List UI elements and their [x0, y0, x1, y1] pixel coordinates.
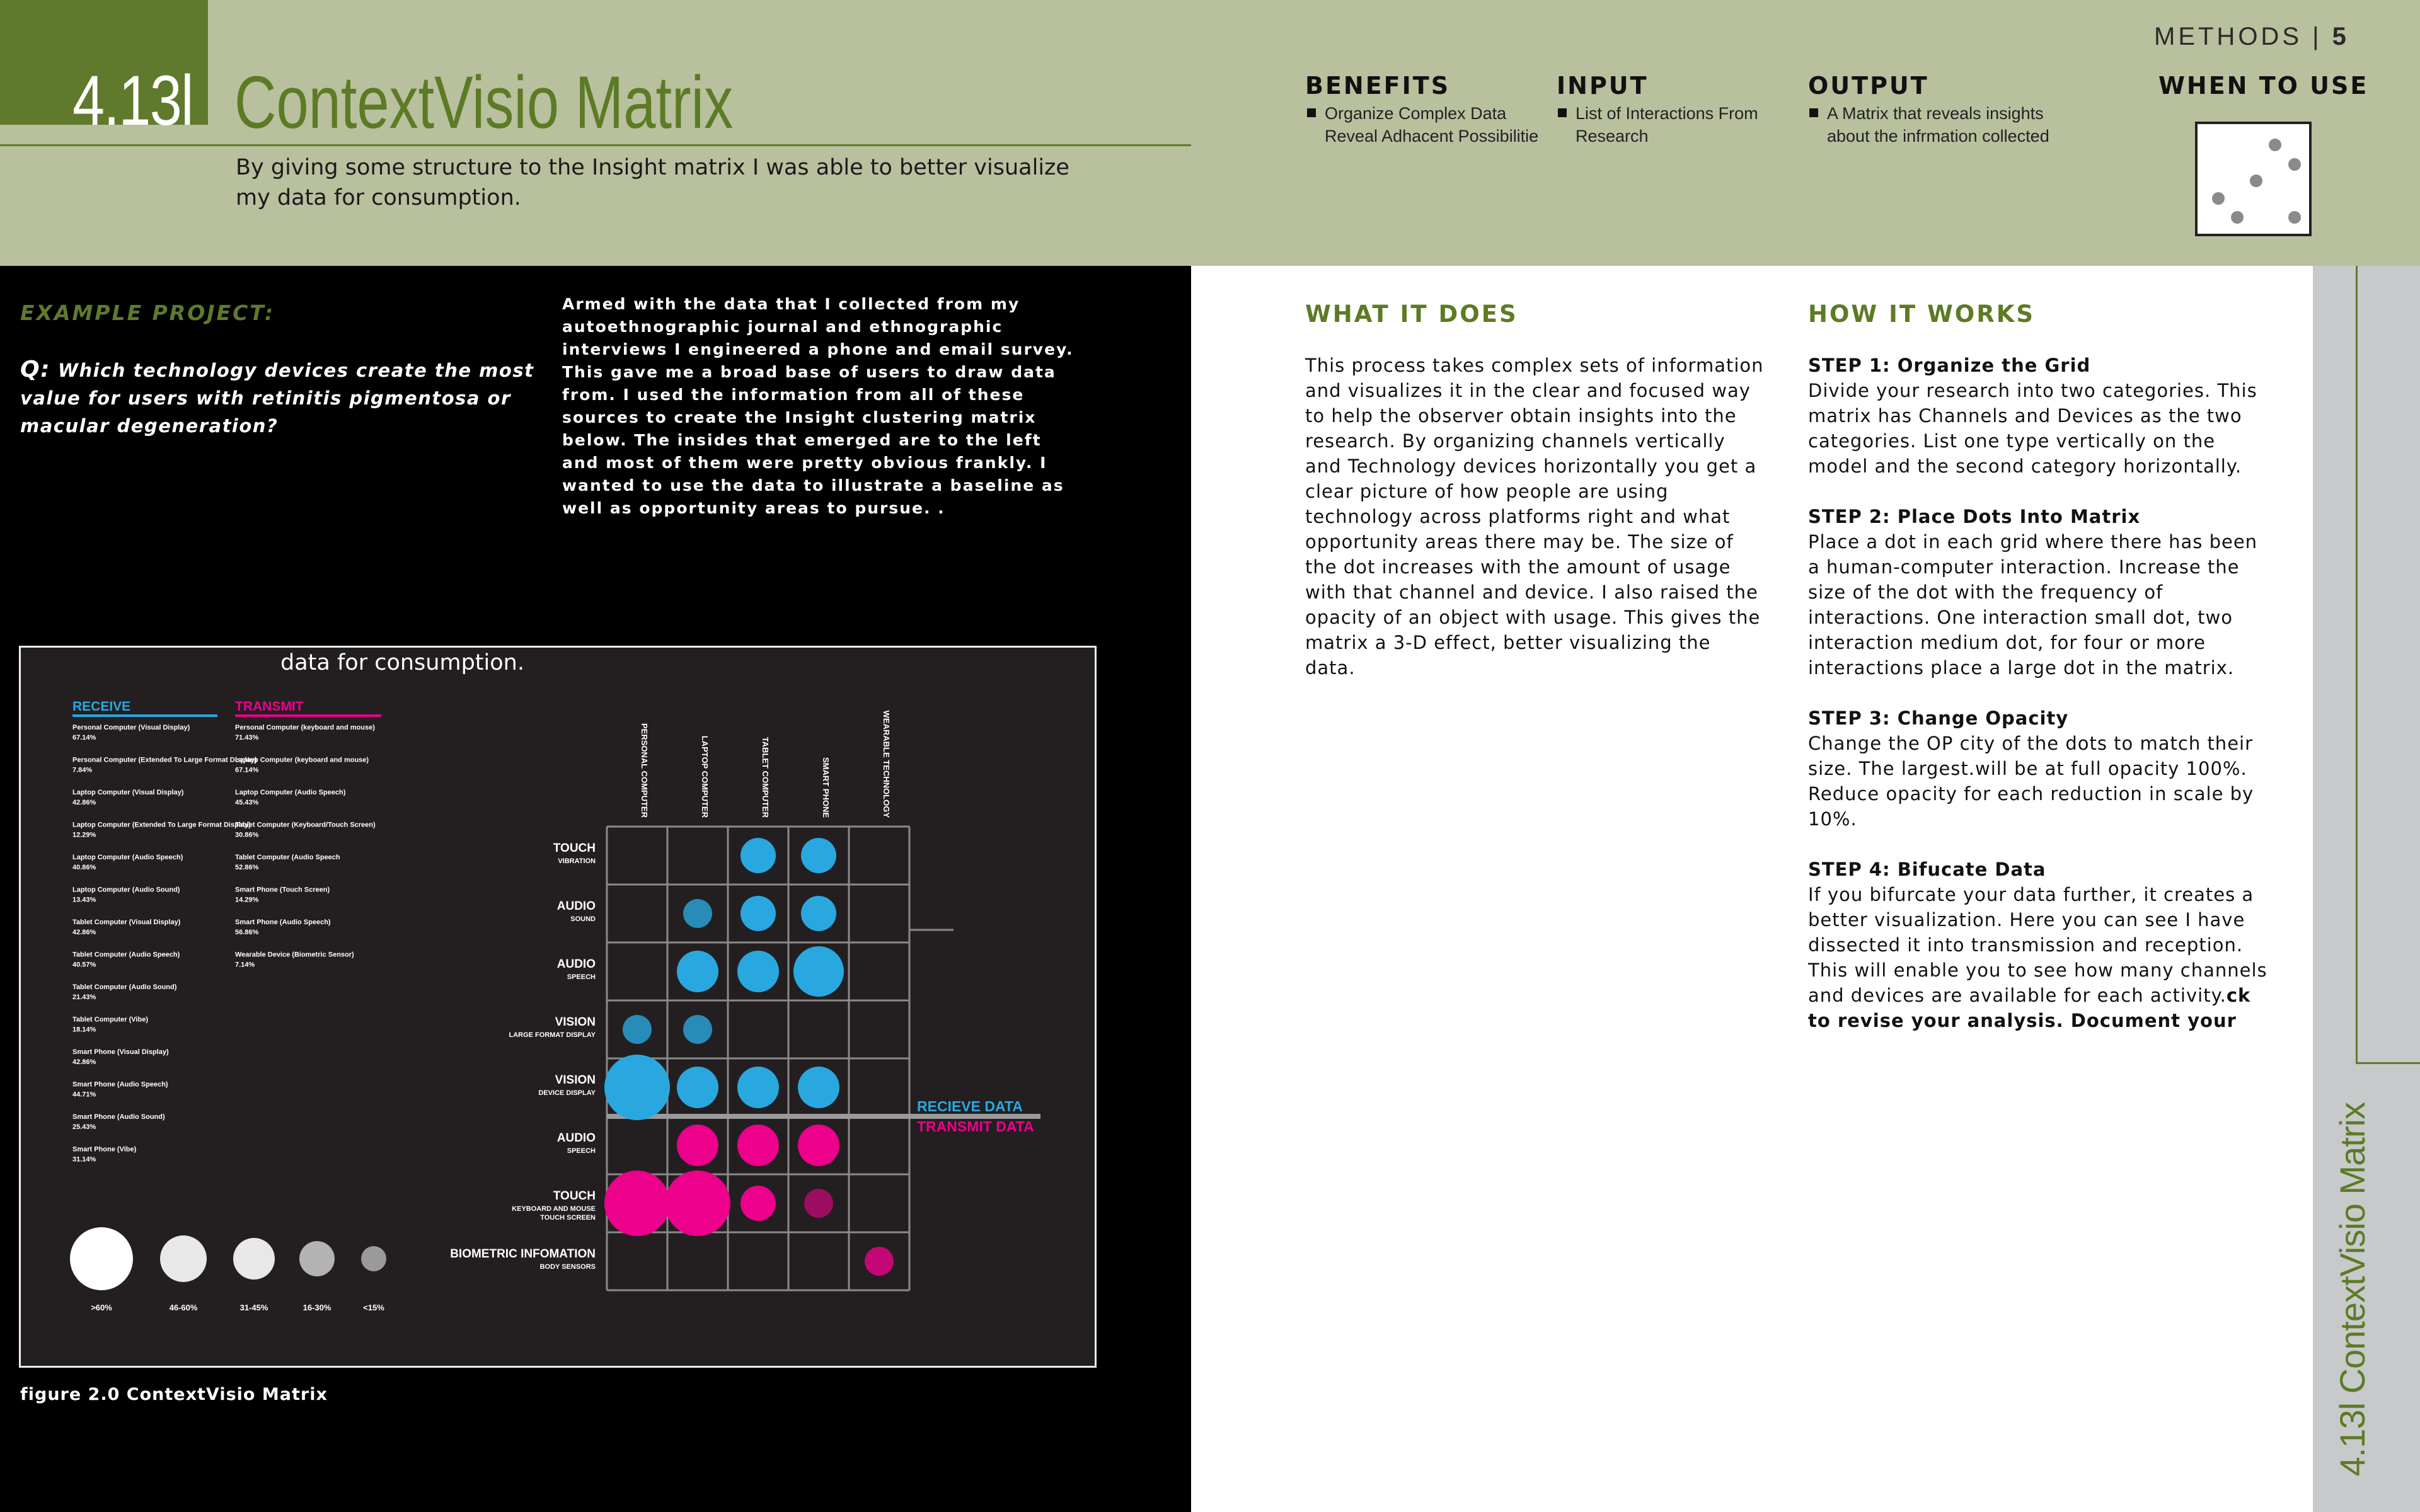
step-title: STEP 1: Organize the Grid [1808, 355, 2091, 376]
step-body: Divide your research into two categories. This matrix has Channels and Devices as the two categories. List one type vertically on the model and the second category horizontally. [1808, 380, 2257, 477]
transmit-item-value: 30.86% [235, 831, 259, 839]
receive-item-label: Laptop Computer (Visual Display) [72, 789, 184, 796]
row-label: BIOMETRIC INFOMATION [450, 1247, 596, 1261]
page-subtitle: By giving some structure to the Insight matrix I was able to better visualize my data for consumption. [236, 155, 1069, 210]
legend-label: 46-60% [169, 1303, 198, 1312]
row-label: AUDIO [556, 958, 596, 971]
page-title: ContextVisio Matrix [234, 61, 734, 144]
transmit-dot [604, 1171, 670, 1236]
input-label: INPUT [1557, 72, 1649, 100]
transmit-item-value: 67.14% [235, 766, 259, 774]
transmit-item-label: Personal Computer (keyboard and mouse) [235, 724, 375, 731]
column-header: LAPTOP COMPUTER [700, 735, 710, 818]
step-title: STEP 2: Place Dots Into Matrix [1808, 506, 2141, 527]
benefits-item: Reveal Adhacent Possibilitie [1325, 127, 1539, 146]
what-it-does-body: This process takes complex sets of information and visualizes it in the clear and focused way to help the observer obtain insights into the research. By organizing channels vertically and Technology devices horizontally you get a clear picture of how people are using technology across platforms right and what opportunity areas there may be. The size of the dot increases with the amount of usage with that channel and device. I also raised the opacity of an object with usage. This gives the matrix a 3-D effect, better visualizing the data. [1305, 355, 1764, 679]
receive-item-value: 40.86% [72, 864, 96, 871]
receive-item-label: Smart Phone (Visual Display) [72, 1048, 169, 1056]
receive-item-value: 18.14% [72, 1026, 96, 1034]
receive-heading: RECEIVE [72, 699, 131, 714]
title-rule [0, 144, 1191, 146]
legend-circle [160, 1235, 207, 1282]
question-text: Which technology devices create the most value for users with retinitis pigmentosa or macular degeneration? [20, 360, 534, 437]
legend-label: 16-30% [302, 1303, 331, 1312]
row-label: VISION [555, 1074, 596, 1087]
column-header: SMART PHONE [821, 757, 831, 818]
receive-dot [604, 1055, 670, 1120]
receive-dot [683, 899, 712, 928]
when-dot [2231, 211, 2244, 224]
row-sublabel: LARGE FORMAT DISPLAY [509, 1031, 596, 1039]
transmit-heading: TRANSMIT [235, 699, 304, 714]
legend-circle [233, 1238, 275, 1280]
running-head-separator: | [2312, 23, 2322, 50]
receive-item-label: Tablet Computer (Vibe) [72, 1016, 148, 1024]
receive-dot [677, 1067, 718, 1108]
when-dot [2288, 211, 2301, 224]
transmit-item-label: Laptop Computer (keyboard and mouse) [235, 756, 369, 764]
when-dot [2250, 175, 2262, 187]
transmit-item-value: 56.86% [235, 929, 259, 936]
transmit-item-value: 71.43% [235, 734, 259, 742]
output-item: A Matrix that reveals insights [1808, 102, 2044, 125]
receive-dot [740, 838, 776, 873]
step-body: If you bifurcate your data further, it creates a better visualization. Here you can see I have dissected it into transmission and reception. This will enable you to see how many channels and devices are available for each activity. [1808, 884, 2267, 1006]
step-title: STEP 4: Bifucate Data [1808, 859, 2046, 880]
receive-item-value: 44.71% [72, 1091, 96, 1099]
matrix-svg [21, 648, 1095, 1366]
receive-item-value: 13.43% [72, 896, 96, 904]
transmit-item-label: Tablet Computer (Audio Speech [235, 854, 340, 861]
legend-label: >60% [91, 1303, 112, 1312]
transmit-item-label: Wearable Device (Biometric Sensor) [235, 951, 354, 959]
transmit-item-label: Smart Phone (Touch Screen) [235, 886, 330, 894]
receive-dot [801, 838, 836, 873]
step-title: STEP 3: Change Opacity [1808, 707, 2069, 729]
receive-dot [677, 951, 718, 992]
receive-dot [623, 1015, 652, 1044]
transmit-item-value: 14.29% [235, 896, 259, 904]
row-sublabel: SPEECH [567, 1147, 596, 1155]
when-dot [2269, 139, 2281, 151]
receive-item-label: Laptop Computer (Audio Sound) [72, 886, 180, 894]
receive-item-label: Personal Computer (Extended To Large Format Display) [72, 756, 257, 764]
output-item: about the infrmation collected [1827, 127, 2049, 146]
receive-dot [737, 1067, 779, 1108]
transmit-item-label: Laptop Computer (Audio Speech) [235, 789, 346, 796]
legend-label: 31-45% [239, 1303, 268, 1312]
transmit-item-value: 52.86% [235, 864, 259, 871]
receive-item-label: Personal Computer (Visual Display) [72, 724, 190, 731]
receive-item-label: Tablet Computer (Visual Display) [72, 919, 181, 926]
receive-dot [683, 1015, 712, 1044]
receive-item-label: Smart Phone (Audio Speech) [72, 1080, 168, 1089]
transmit-dot [665, 1171, 730, 1236]
receive-item-label: Smart Phone (Audio Sound) [72, 1113, 165, 1121]
example-question [20, 356, 543, 440]
column-header: PERSONAL COMPUTER [640, 723, 649, 818]
receive-item-label: Smart Phone (Vibe) [72, 1145, 137, 1154]
legend-circle [361, 1246, 386, 1271]
step-tail: ck to revise your analysis. Document your [1808, 985, 2251, 1031]
transmit-dot [737, 1125, 779, 1166]
what-it-does-heading: WHAT IT DOES [1305, 301, 1518, 328]
legend-circle [70, 1227, 133, 1290]
column-header: WEARABLE TECHNOLOGY [882, 710, 891, 818]
row-sublabel: KEYBOARD AND MOUSE [512, 1205, 596, 1213]
receive-item-value: 7.84% [72, 766, 93, 774]
figure-overlay-text: data for consumption. [280, 650, 524, 675]
running-head-label: METHODS [2154, 23, 2302, 50]
example-heading: EXAMPLE PROJECT: [20, 301, 275, 325]
when-dot [2288, 158, 2301, 171]
legend-label: <15% [363, 1303, 384, 1312]
side-tab-rule [2356, 1062, 2420, 1064]
row-sublabel: SOUND [570, 915, 596, 923]
receive-item-label: Tablet Computer (Audio Sound) [72, 983, 177, 991]
row-label: AUDIO [556, 900, 596, 913]
receive-item-value: 40.57% [72, 961, 96, 969]
benefits-item: Organize Complex Data [1306, 102, 1506, 125]
row-sublabel: SPEECH [567, 973, 596, 981]
transmit-item-label: Tablet Computer (Keyboard/Touch Screen) [235, 821, 376, 829]
row-sublabel: BODY SENSORS [539, 1263, 596, 1271]
receive-item-value: 12.29% [72, 831, 96, 839]
transmit-dot [804, 1189, 833, 1218]
how-it-works-heading: HOW IT WORKS [1808, 301, 2036, 328]
side-tab-title: 4.13l ContextVisio Matrix [2332, 1102, 2372, 1477]
receive-item-value: 42.86% [72, 1058, 96, 1066]
step-body: Place a dot in each grid where there has been a human-computer interaction. Increase the size of the dot with the frequency of interactions. One interaction small dot, two interaction medium dot, for four or more interactions place a large dot in the matrix. [1808, 531, 2258, 679]
row-label: TOUCH [553, 842, 596, 855]
step-2 [1808, 504, 2274, 680]
row-label: AUDIO [556, 1131, 596, 1145]
receive-item-value: 21.43% [72, 994, 96, 1001]
input-item: List of Interactions From [1557, 102, 1758, 125]
transmit-dot [798, 1125, 839, 1166]
row-sublabel: TOUCH SCREEN [540, 1214, 596, 1222]
when-to-use-icon [2195, 122, 2312, 236]
receive-item-value: 25.43% [72, 1123, 96, 1131]
column-header: TABLET COMPUTER [761, 736, 770, 818]
step-1 [1808, 353, 2274, 479]
receive-item-label: Tablet Computer (Audio Speech) [72, 951, 180, 959]
example-body: Armed with the data that I collected from my autoethnographic journal and ethnographic interviews I engineered a phone and email survey. This gave me a broad base of users to draw data from. I used the information from all of these sources to create the Insight clustering matrix below. The insides that emerged are to the left and most of them were pretty obvious frankly. I wanted to use the data to illustrate a baseline as well as opportunity areas to pursue. . [562, 295, 1074, 517]
how-it-works-steps [1808, 353, 2274, 1058]
running-head [2154, 23, 2346, 51]
side-tab-rule [2356, 266, 2358, 1063]
receive-dot [793, 946, 844, 997]
receive-item-label: Laptop Computer (Audio Speech) [72, 854, 183, 861]
step-body: Change the OP city of the dots to match their size. The largest.will be at full opacity 100%. Reduce opacity for each reduction in scale by 10%. [1808, 733, 2254, 830]
receive-item-value: 42.86% [72, 799, 96, 806]
question-prefix: Q: [20, 357, 50, 382]
row-label: TOUCH [553, 1189, 596, 1203]
transmit-dot [865, 1247, 894, 1276]
receive-item-value: 67.14% [72, 734, 96, 742]
figure-caption: figure 2.0 ContextVisio Matrix [20, 1385, 328, 1404]
row-label: VISION [555, 1016, 596, 1029]
transmit-data-label: TRANSMIT DATA [917, 1118, 1034, 1135]
receive-data-label: RECIEVE DATA [917, 1098, 1023, 1114]
step-4 [1808, 857, 2274, 1033]
receive-dot [737, 951, 779, 992]
receive-item-value: 31.14% [72, 1155, 96, 1164]
matrix-figure [19, 646, 1097, 1368]
when-dot [2212, 192, 2225, 205]
section-number: 4.13l [72, 61, 193, 140]
transmit-item-label: Smart Phone (Audio Speech) [235, 919, 331, 926]
receive-item-label: Laptop Computer (Extended To Large Format Display) [72, 821, 251, 829]
benefits-label: BENEFITS [1305, 72, 1451, 100]
output-label: OUTPUT [1808, 72, 1929, 100]
transmit-dot [677, 1125, 718, 1166]
row-sublabel: VIBRATION [558, 857, 596, 865]
input-item: Research [1576, 127, 1649, 146]
when-to-use-label: WHEN TO USE [2158, 72, 2369, 100]
receive-dot [798, 1067, 839, 1108]
step-3 [1808, 706, 2274, 832]
transmit-item-value: 45.43% [235, 799, 259, 806]
transmit-dot [740, 1186, 776, 1221]
receive-dot [740, 896, 776, 931]
receive-item-value: 42.86% [72, 929, 96, 936]
legend-circle [299, 1241, 335, 1276]
page-number: 5 [2332, 23, 2346, 50]
row-sublabel: DEVICE DISPLAY [538, 1089, 596, 1097]
receive-dot [801, 896, 836, 931]
transmit-item-value: 7.14% [235, 961, 255, 969]
